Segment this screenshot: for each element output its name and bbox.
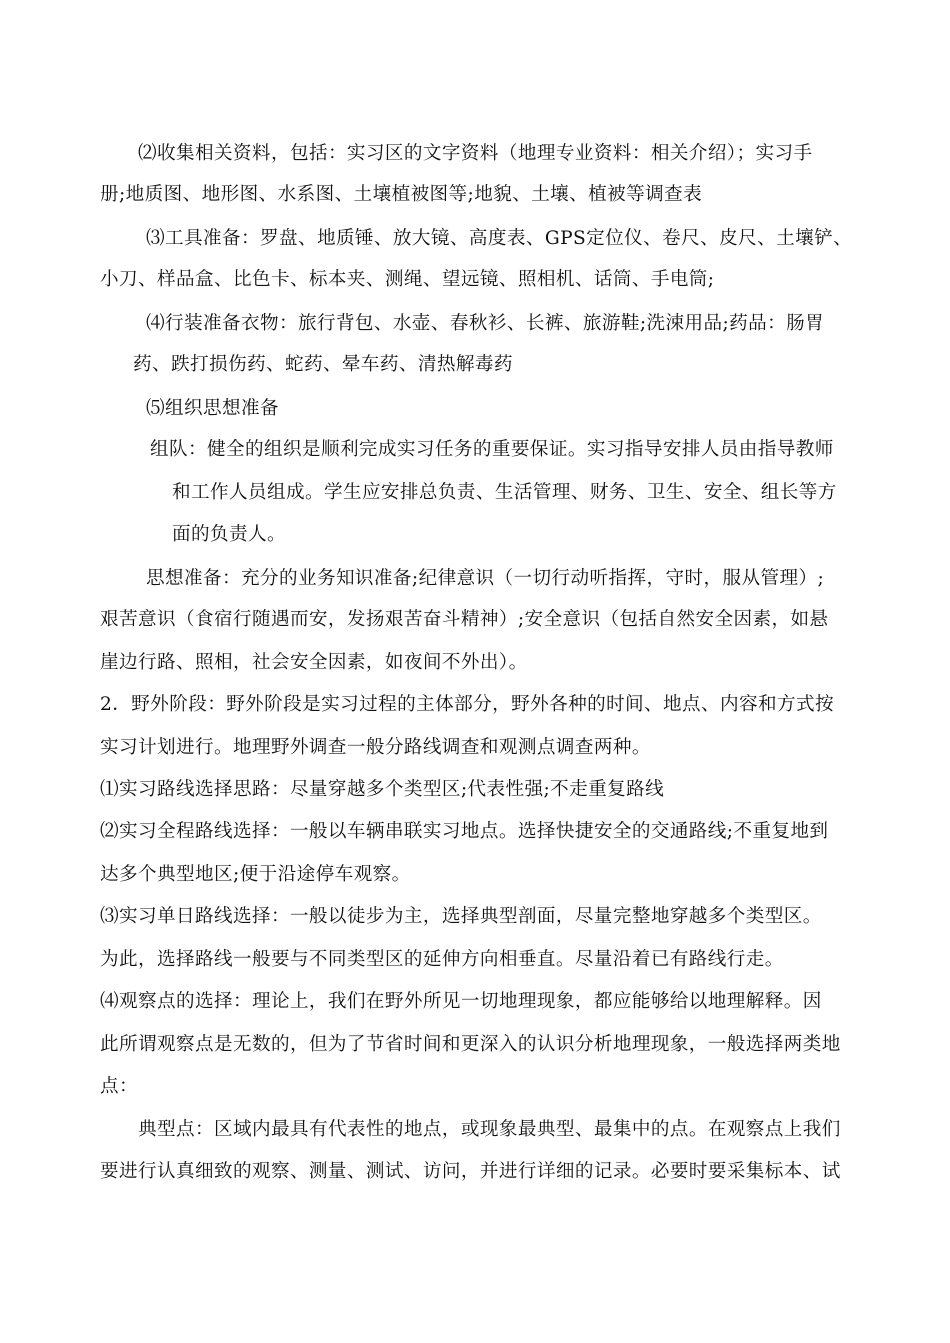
text-line: ⑵实习全程路线选择：一般以车辆串联实习地点。选择快捷安全的交通路线;不重复地到	[100, 821, 829, 842]
text-line: ⑵收集相关资料，包括：实习区的文字资料（地理专业资料：相关介绍）；实习手	[138, 143, 813, 164]
text-line: 达多个典型地区;便于沿途停车观察。	[100, 864, 411, 885]
text-line: 册;地质图、地形图、水系图、土壤植被图等;地貌、土壤、植被等调查表	[100, 184, 703, 205]
text-line: 组队：健全的组织是顺利完成实习任务的重要保证。实习指导安排人员由指导教师	[150, 439, 834, 460]
text-line: 药、跌打损伤药、蛇药、晕车药、清热解毒药	[133, 354, 513, 375]
text-line: 和工作人员组成。学生应安排总负责、生活管理、财务、卫生、安全、组长等方	[172, 482, 837, 503]
text-line: 实习计划进行。地理野外调查一般分路线调查和观测点调查两种。	[100, 737, 651, 758]
text-line: 为此，选择路线一般要与不同类型区的延伸方向相垂直。尽量沿着已有路线行走。	[100, 949, 784, 970]
text-line: 典型点：区域内最具有代表性的地点，或现象最典型、最集中的点。在观察点上我们	[138, 1119, 841, 1140]
text-line: ⑸组织思想准备	[146, 398, 279, 419]
text-line: 此所谓观察点是无数的，但为了节省时间和更深入的认识分析地理现象，一般选择两类地	[100, 1034, 841, 1055]
text-line: 点：	[100, 1076, 138, 1097]
text-line: 思想准备：充分的业务知识准备;纪律意识（一切行动听指挥，守时，服从管理）;	[146, 568, 825, 589]
text-line: 崖边行路、照相，社会安全因素，如夜间不外出）。	[100, 652, 528, 673]
text-line: ⑶实习单日路线选择：一般以徒步为主，选择典型剖面，尽量完整地穿越多个类型区。	[100, 906, 822, 927]
text-line: ⑴实习路线选择思路：尽量穿越多个类型区;代表性强;不走重复路线	[100, 779, 665, 800]
text-line: 小刀、样品盒、比色卡、标本夹、测绳、望远镜、照相机、话筒、手电筒;	[100, 269, 715, 290]
text-line: 要进行认真细致的观察、测量、测试、访问，并进行详细的记录。必要时要采集标本、试	[100, 1161, 841, 1182]
text-line: 2．野外阶段：野外阶段是实习过程的主体部分，野外各种的时间、地点、内容和方式按	[100, 694, 834, 715]
text-line: ⑷行装准备衣物：旅行背包、水壶、春秋衫、长裤、旅游鞋;洗涑用品;药品：肠胃	[146, 313, 825, 334]
text-line: ⑶工具准备：罗盘、地质锤、放大镜、高度表、GPS定位仪、卷尺、皮尺、土壤铲、	[146, 228, 853, 249]
text-line: 面的负责人。	[172, 524, 286, 545]
text-line: ⑷观察点的选择：理论上，我们在野外所见一切地理现象，都应能够给以地理解释。因	[100, 991, 822, 1012]
text-line: 艰苦意识（食宿行随遇而安，发扬艰苦奋斗精神）;安全意识（包括自然安全因素，如悬	[100, 609, 829, 630]
